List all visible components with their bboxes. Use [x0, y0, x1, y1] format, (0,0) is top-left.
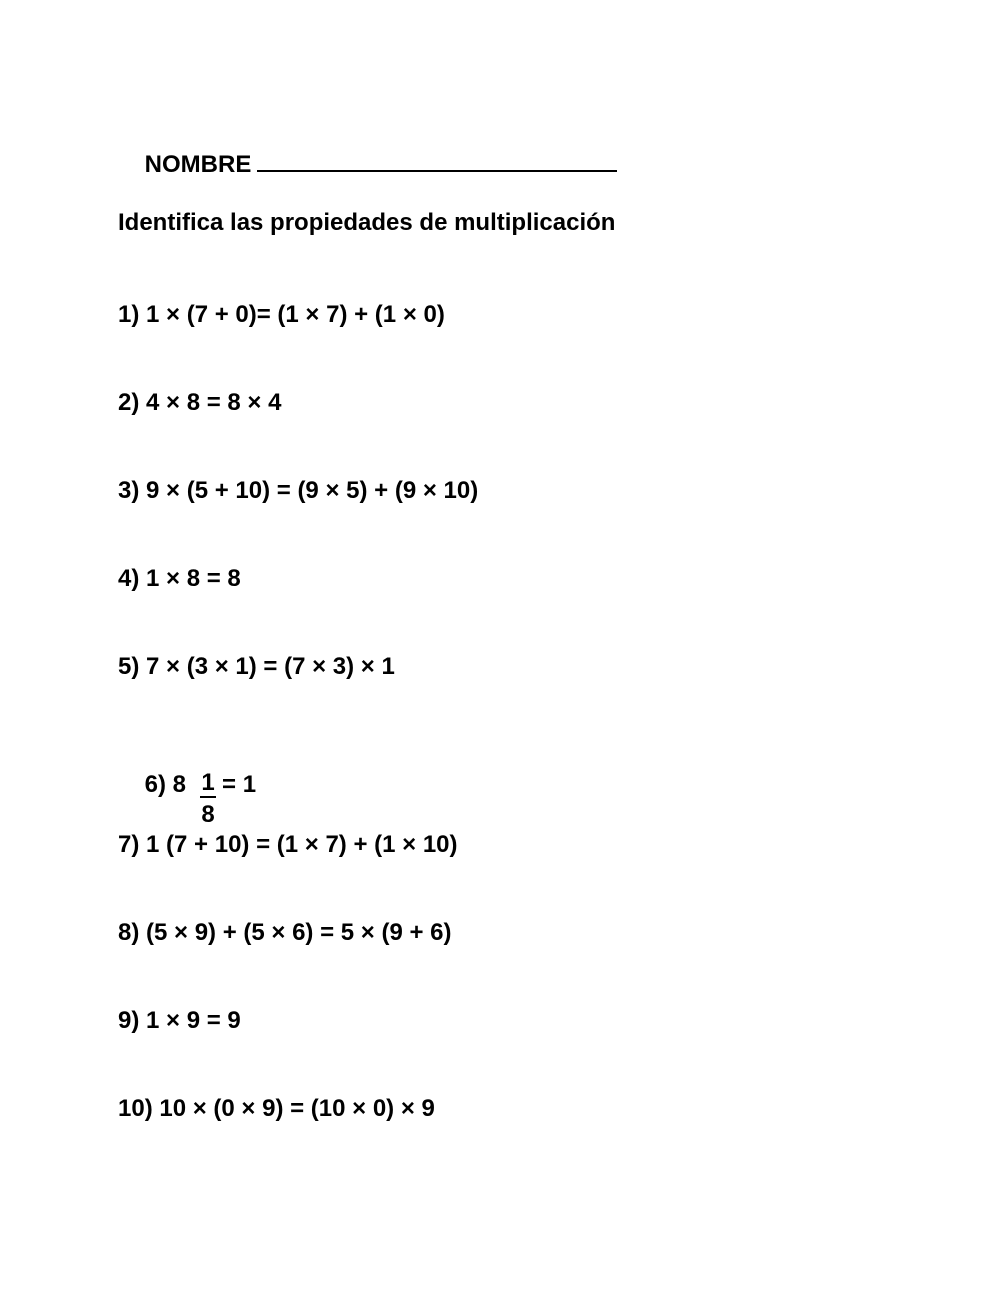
question-5: 5) 7 × (3 × 1) = (7 × 3) × 1: [118, 653, 395, 680]
question-8: 8) (5 × 9) + (5 × 6) = 5 × (9 + 6): [118, 919, 452, 946]
fraction-denominator: 8: [201, 801, 215, 828]
name-blank-line[interactable]: [257, 148, 617, 172]
fraction: [200, 769, 216, 828]
question-9: 9) 1 × 9 = 9: [118, 1007, 241, 1034]
instruction-text: Identifica las propiedades de multiplicación: [118, 209, 616, 236]
question-2: 2) 4 × 8 = 8 × 4: [118, 389, 282, 416]
question-4: 4) 1 × 8 = 8: [118, 565, 241, 592]
name-field-row: [118, 118, 617, 210]
question-6: [118, 740, 256, 830]
question-6-prefix: 6) 8: [144, 771, 187, 798]
question-10: 10) 10 × (0 × 9) = (10 × 0) × 9: [118, 1095, 435, 1122]
name-label: NOMBRE: [144, 151, 252, 178]
fraction-numerator: 1: [201, 769, 215, 796]
question-6-suffix: = 1: [222, 771, 257, 798]
question-3: 3) 9 × (5 + 10) = (9 × 5) + (9 × 10): [118, 477, 479, 504]
question-7: 7) 1 (7 + 10) = (1 × 7) + (1 × 10): [118, 831, 458, 858]
question-1: 1) 1 × (7 + 0)= (1 × 7) + (1 × 0): [118, 301, 445, 328]
